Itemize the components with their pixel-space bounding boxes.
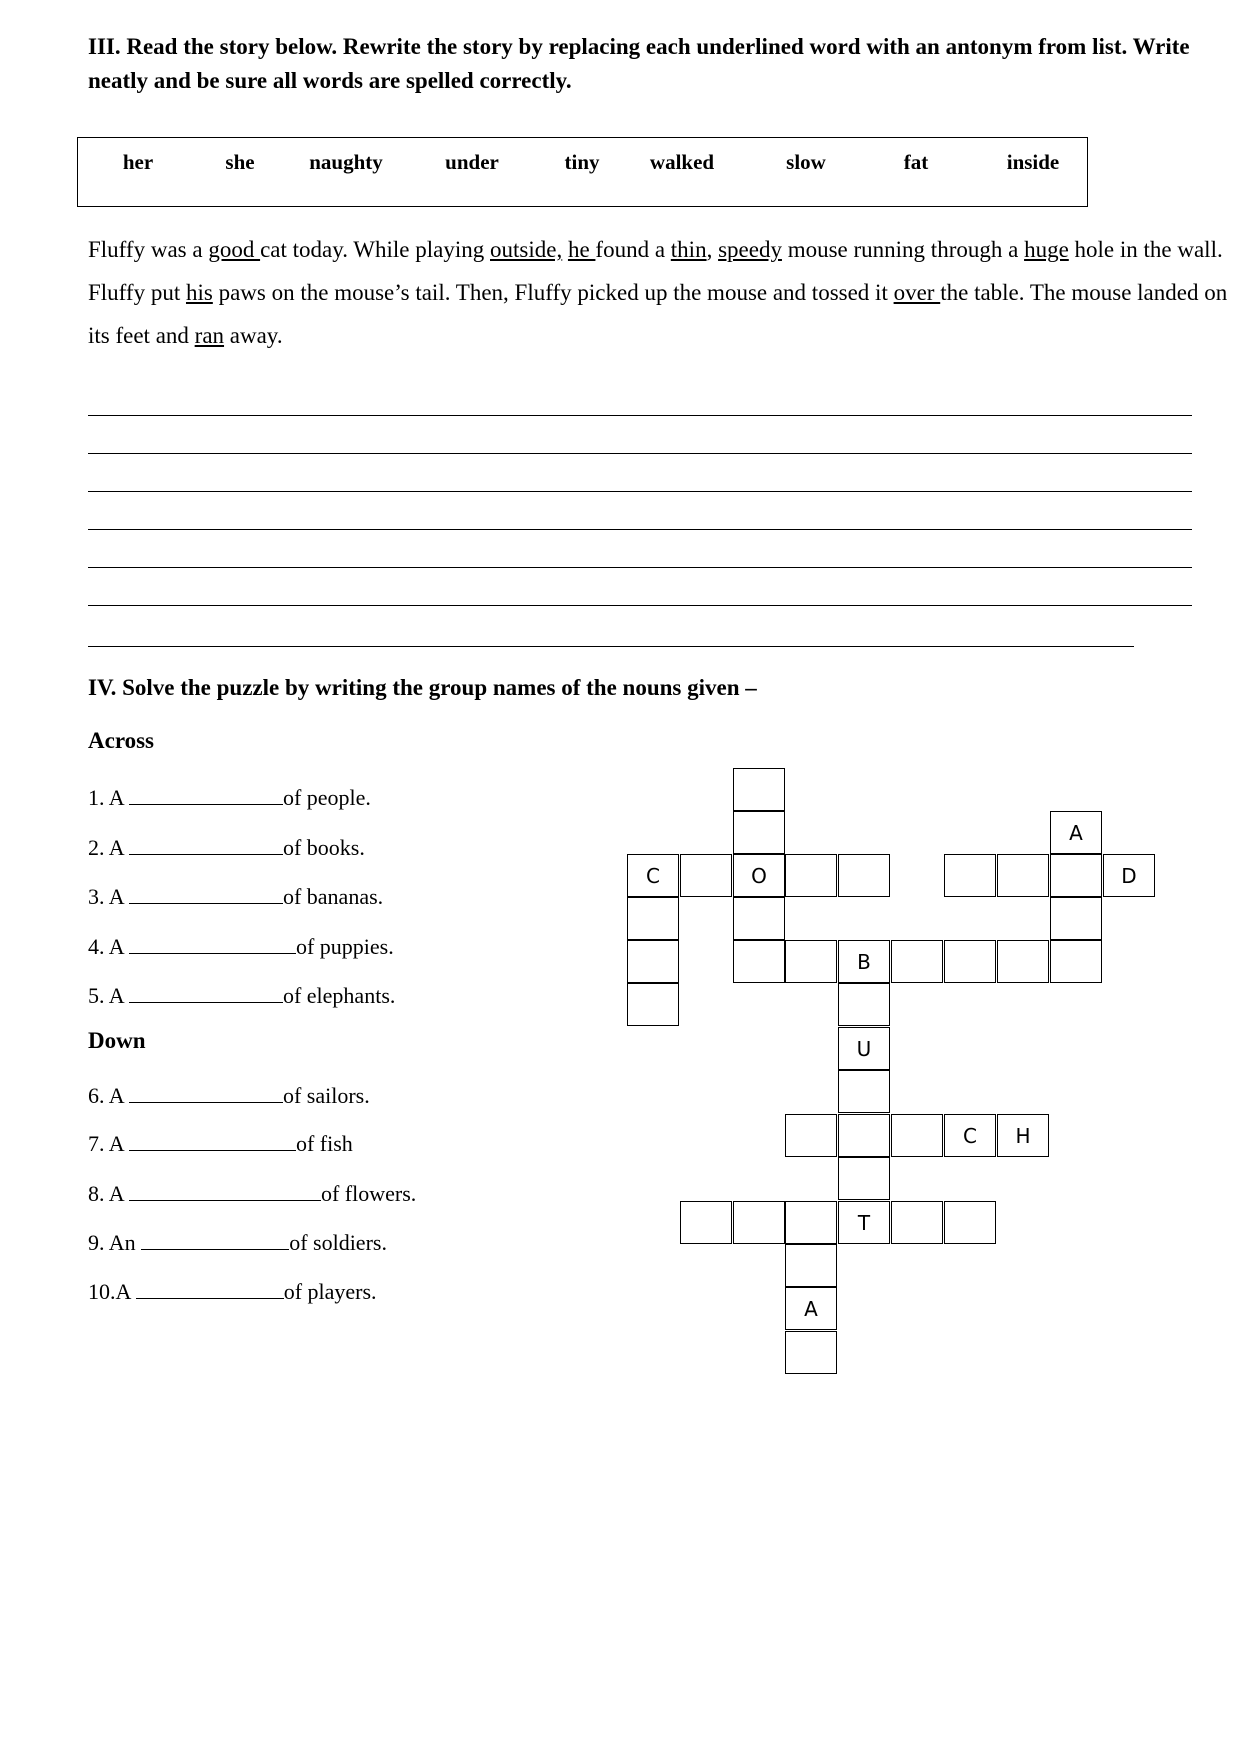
- writing-line[interactable]: [88, 491, 1192, 492]
- crossword-cell[interactable]: [680, 1201, 732, 1244]
- underlined-word: good: [208, 237, 261, 262]
- crossword-cell[interactable]: [891, 940, 943, 983]
- story-text: Fluffy was a: [88, 237, 209, 262]
- clue-down-7: [88, 1130, 353, 1157]
- clue-across-5: [88, 982, 395, 1009]
- word-list-item: walked: [649, 150, 715, 174]
- clue-number: 7. A: [88, 1131, 129, 1156]
- story-text: ,: [706, 237, 719, 262]
- crossword-cell[interactable]: [891, 1201, 943, 1244]
- crossword-cell[interactable]: [733, 811, 785, 854]
- clue-across-3: [88, 883, 383, 910]
- clue-down-10: [88, 1278, 377, 1305]
- crossword-cell[interactable]: [997, 854, 1049, 897]
- clue-text: of books.: [282, 835, 365, 860]
- clue-text: of bananas.: [282, 884, 384, 909]
- clue-number: 6. A: [88, 1083, 129, 1108]
- down-heading: Down: [88, 1028, 146, 1053]
- story-text: found a: [595, 237, 671, 262]
- answer-blank[interactable]: [129, 784, 283, 805]
- crossword-cell[interactable]: [785, 1114, 837, 1157]
- clue-text: of soldiers.: [289, 1230, 387, 1255]
- crossword-cell[interactable]: [1050, 897, 1102, 940]
- crossword-cell[interactable]: B: [838, 940, 890, 983]
- section-4-title: IV. Solve the puzzle by writing the group names of the nouns given –: [88, 675, 757, 700]
- clue-text: of elephants.: [282, 983, 396, 1008]
- word-list-item: naughty: [309, 150, 383, 174]
- word-list-item: her: [122, 150, 154, 174]
- crossword-cell[interactable]: [627, 940, 679, 983]
- answer-blank[interactable]: [141, 1229, 289, 1250]
- section-3-instruction: III. Read the story below. Rewrite the story by replacing each underlined word with an antonym from list. Write neatly and be sure all words are spelled correctly.: [88, 34, 1190, 93]
- writing-line[interactable]: [88, 605, 1192, 606]
- writing-line[interactable]: [88, 453, 1192, 454]
- clue-number: 10.A: [88, 1279, 136, 1304]
- crossword-cell[interactable]: O: [733, 854, 785, 897]
- clue-number: 8. A: [88, 1181, 129, 1206]
- crossword-cell[interactable]: [944, 1201, 996, 1244]
- answer-blank[interactable]: [129, 982, 283, 1003]
- answer-blank[interactable]: [129, 883, 283, 904]
- crossword-cell[interactable]: [891, 1114, 943, 1157]
- crossword-cell[interactable]: C: [944, 1114, 996, 1157]
- clue-number: 5. A: [88, 983, 129, 1008]
- story-text: cat today. While playing: [260, 237, 490, 262]
- crossword-cell[interactable]: C: [627, 854, 679, 897]
- answer-blank[interactable]: [129, 1130, 296, 1151]
- underlined-word: speedy: [718, 237, 782, 262]
- underlined-word: over: [893, 280, 941, 305]
- crossword-cell[interactable]: [785, 854, 837, 897]
- crossword-cell[interactable]: [1050, 854, 1102, 897]
- writing-line[interactable]: [88, 646, 1134, 647]
- story-text: paws on the mouse’s tail. Then, Fluffy picked up the mouse and tossed it: [212, 280, 894, 305]
- clue-down-8: [88, 1180, 416, 1207]
- story-text: the table. The mouse landed on its feet and: [88, 280, 1228, 348]
- answer-blank[interactable]: [129, 1180, 321, 1201]
- crossword-cell[interactable]: [838, 1070, 890, 1113]
- crossword-cell[interactable]: [944, 940, 996, 983]
- crossword-cell[interactable]: [838, 983, 890, 1026]
- clue-text: of people.: [282, 785, 371, 810]
- writing-line[interactable]: [88, 415, 1192, 416]
- underlined-word: his: [185, 280, 213, 305]
- crossword-cell[interactable]: [733, 1201, 785, 1244]
- crossword-cell[interactable]: T: [838, 1201, 890, 1244]
- crossword-cell[interactable]: [838, 1114, 890, 1157]
- word-list-item: slow: [786, 150, 826, 174]
- crossword-cell[interactable]: H: [997, 1114, 1049, 1157]
- word-list-item: under: [445, 150, 499, 174]
- crossword-cell[interactable]: [997, 940, 1049, 983]
- answer-blank[interactable]: [136, 1278, 284, 1299]
- word-list-item: fat: [903, 150, 929, 174]
- story-text: mouse running through a: [781, 237, 1025, 262]
- underlined-word: he: [567, 237, 596, 262]
- underlined-word: outside,: [490, 237, 563, 262]
- underlined-word: ran: [194, 323, 225, 348]
- answer-blank[interactable]: [129, 933, 296, 954]
- word-list-item: she: [225, 150, 255, 174]
- clue-across-2: [88, 834, 365, 861]
- crossword-cell[interactable]: [627, 897, 679, 940]
- clue-number: 9. An: [88, 1230, 142, 1255]
- clue-number: 4. A: [88, 934, 129, 959]
- clue-text: of puppies.: [295, 934, 394, 959]
- clue-number: 3. A: [88, 884, 129, 909]
- clue-across-4: [88, 933, 394, 960]
- underlined-word: huge: [1024, 237, 1069, 262]
- crossword-cell[interactable]: [944, 854, 996, 897]
- clue-number: 2. A: [88, 835, 129, 860]
- crossword-cell[interactable]: [785, 940, 837, 983]
- crossword-cell[interactable]: U: [838, 1027, 890, 1070]
- word-list-box: [77, 137, 1088, 207]
- crossword-cell[interactable]: [785, 1201, 837, 1244]
- crossword-cell[interactable]: [838, 1157, 890, 1200]
- clue-down-6: [88, 1082, 370, 1109]
- answer-blank[interactable]: [129, 834, 283, 855]
- story-text: away.: [224, 323, 283, 348]
- crossword-cell[interactable]: [838, 854, 890, 897]
- crossword-cell[interactable]: [733, 768, 785, 811]
- crossword-cell[interactable]: [680, 854, 732, 897]
- crossword-cell[interactable]: D: [1103, 854, 1155, 897]
- clue-text: of sailors.: [282, 1083, 370, 1108]
- crossword-cell[interactable]: [785, 1331, 837, 1374]
- story-text: hole in the wall. Fluffy put: [88, 237, 1223, 305]
- writing-line[interactable]: [88, 567, 1192, 568]
- crossword-cell[interactable]: [785, 1244, 837, 1287]
- crossword-cell[interactable]: [733, 897, 785, 940]
- answer-blank[interactable]: [129, 1082, 283, 1103]
- underlined-word: thin: [670, 237, 707, 262]
- story-paragraph: [88, 228, 1228, 357]
- clue-number: 1. A: [88, 785, 129, 810]
- writing-line[interactable]: [88, 529, 1192, 530]
- crossword-cell[interactable]: [627, 983, 679, 1026]
- crossword-cell[interactable]: [733, 940, 785, 983]
- clue-text: of players.: [283, 1279, 377, 1304]
- word-list-item: tiny: [564, 150, 600, 174]
- crossword-cell[interactable]: A: [785, 1287, 837, 1330]
- clue-text: of fish: [295, 1131, 353, 1156]
- clue-across-1: [88, 784, 371, 811]
- clue-text: of flowers.: [320, 1181, 417, 1206]
- crossword-cell[interactable]: [1050, 940, 1102, 983]
- across-heading: Across: [88, 728, 155, 753]
- word-list-item: inside: [1006, 150, 1060, 174]
- clue-down-9: [88, 1229, 387, 1256]
- crossword-cell[interactable]: A: [1050, 811, 1102, 854]
